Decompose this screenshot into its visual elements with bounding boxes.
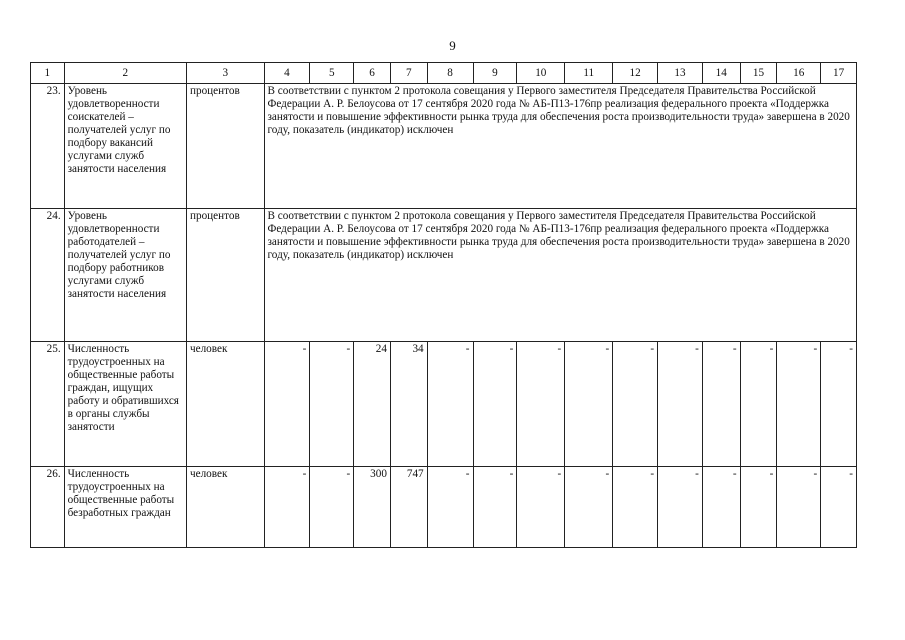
value-cell: - — [740, 342, 777, 467]
header-cell: 8 — [427, 63, 473, 84]
header-cell: 1 — [31, 63, 65, 84]
table-row-24 — [31, 209, 857, 342]
value-cell: - — [310, 342, 354, 467]
value-cell: - — [658, 342, 703, 467]
value-cell: - — [821, 342, 857, 467]
header-cell: 9 — [473, 63, 517, 84]
value-cell: - — [613, 467, 658, 548]
header-cell: 14 — [702, 63, 740, 84]
value-cell: - — [473, 342, 517, 467]
header-cell: 5 — [310, 63, 354, 84]
table-row-23 — [31, 84, 857, 209]
indicator-name: Численность трудоустроенных на общественные работы граждан, ищущих работу и обратившихся в органы службы занятости — [64, 342, 186, 467]
value-cell: - — [427, 342, 473, 467]
indicator-name: Численность трудоустроенных на общественные работы безработных граждан — [64, 467, 186, 548]
indicator-name: Уровень удовлетворенности работодателей – получателей услуг по подбору работников услугами служб занятости населения — [64, 209, 186, 342]
value-cell: - — [740, 467, 777, 548]
value-cell: - — [517, 467, 565, 548]
value-cell: - — [517, 342, 565, 467]
value-cell: - — [777, 467, 821, 548]
table-row-25 — [31, 342, 857, 467]
value-cell: 300 — [354, 467, 391, 548]
header-cell: 7 — [390, 63, 427, 84]
header-cell: 11 — [565, 63, 613, 84]
value-cell: - — [565, 342, 613, 467]
header-cell: 13 — [658, 63, 703, 84]
header-cell: 3 — [187, 63, 265, 84]
value-cell: - — [310, 467, 354, 548]
row-number: 24. — [31, 209, 65, 342]
header-cell: 2 — [64, 63, 186, 84]
unit-cell: процентов — [187, 84, 265, 209]
unit-cell: человек — [187, 342, 265, 467]
unit-cell: процентов — [187, 209, 265, 342]
value-cell: - — [658, 467, 703, 548]
header-cell: 15 — [740, 63, 777, 84]
header-cell: 16 — [777, 63, 821, 84]
header-cell: 4 — [264, 63, 310, 84]
header-cell: 10 — [517, 63, 565, 84]
indicators-table — [30, 62, 857, 548]
value-cell: 747 — [390, 467, 427, 548]
value-cell: 24 — [354, 342, 391, 467]
value-cell: - — [264, 467, 310, 548]
note-cell: В соответствии с пунктом 2 протокола совещания у Первого заместителя Председателя Правительства Российской Федерации А. Р. Белоусова от 17 сентября 2020 года № АБ-П13-176пр реализация федерального проекта «Поддержка занятости и повышение эффективности рынка труда для обеспечения роста производительности труда» завершена в 2020 году, показатель (индикатор) исключен — [264, 209, 857, 342]
table-row-26 — [31, 467, 857, 548]
page-number: 9 — [449, 38, 456, 53]
header-cell: 6 — [354, 63, 391, 84]
value-cell: - — [427, 467, 473, 548]
header-row — [31, 63, 857, 84]
indicator-name: Уровень удовлетворенности соискателей – получателей услуг по подбору вакансий услугами служб занятости населения — [64, 84, 186, 209]
value-cell: - — [613, 342, 658, 467]
value-cell: - — [821, 467, 857, 548]
value-cell: - — [473, 467, 517, 548]
header-cell: 17 — [821, 63, 857, 84]
value-cell: - — [264, 342, 310, 467]
header-cell: 12 — [613, 63, 658, 84]
value-cell: - — [565, 467, 613, 548]
value-cell: 34 — [390, 342, 427, 467]
note-cell: В соответствии с пунктом 2 протокола совещания у Первого заместителя Председателя Правительства Российской Федерации А. Р. Белоусова от 17 сентября 2020 года № АБ-П13-176пр реализация федерального проекта «Поддержка занятости и повышение эффективности рынка труда для обеспечения роста производительности труда» завершена в 2020 году, показатель (индикатор) исключен — [264, 84, 857, 209]
row-number: 25. — [31, 342, 65, 467]
value-cell: - — [702, 342, 740, 467]
row-number: 23. — [31, 84, 65, 209]
value-cell: - — [777, 342, 821, 467]
unit-cell: человек — [187, 467, 265, 548]
value-cell: - — [702, 467, 740, 548]
row-number: 26. — [31, 467, 65, 548]
